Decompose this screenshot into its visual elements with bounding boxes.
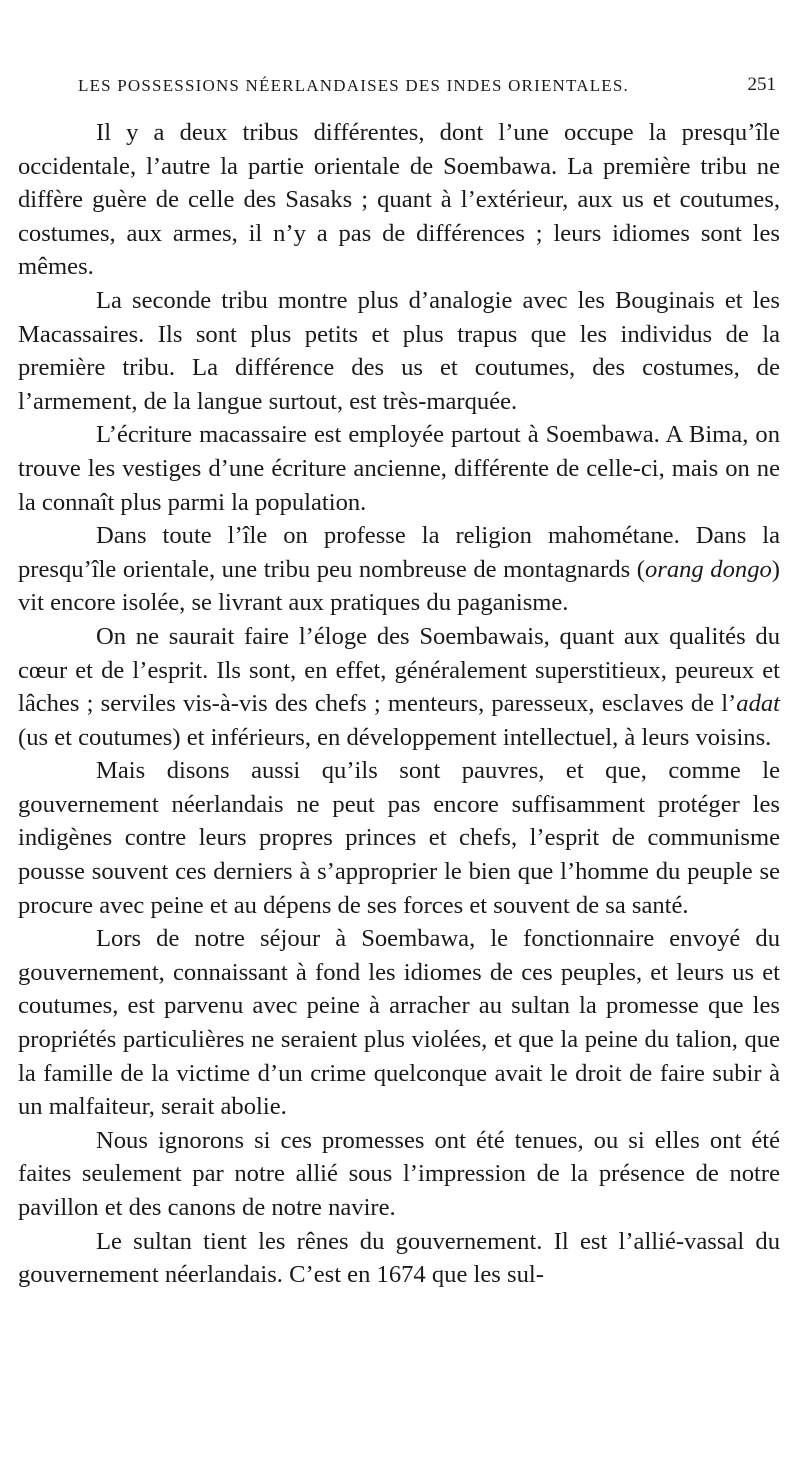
italic-term: orang dongo <box>644 555 772 583</box>
paragraph <box>18 1225 780 1292</box>
paragraph <box>18 1124 780 1225</box>
paragraph <box>18 754 780 922</box>
paragraph <box>18 116 780 284</box>
book-page <box>18 72 780 1292</box>
paragraph-text: ) vit encore isolée, se livrant aux pratiques du paganisme. <box>18 555 780 617</box>
paragraph-text: Il y a deux tribus différentes, dont l’une occupe la presqu’île occidentale, l’autre la partie orientale de Soembawa. La première tribu ne diffère guère de celle des Sasaks ; quant à l’extérieur, aux us et coutumes, costumes, aux armes, il n’y a pas de différences ; leurs idiomes sont les mêmes. <box>18 119 780 281</box>
paragraph-text: L’écriture macassaire est employée partout à Soembawa. A Bima, on trouve les vestiges d’une écriture ancienne, différente de celle-ci, mais on ne la connaît plus parmi la population. <box>18 421 780 516</box>
paragraph-text: Dans toute l’île on professe la religion mahométane. Dans la presqu’île orientale, une tribu peu nombreuse de montagnards ( <box>18 522 780 583</box>
paragraph-text: Mais disons aussi qu’ils sont pauvres, et que, comme le gouvernement néerlandais ne peut pas encore suffisamment protéger les indigènes contre leurs propres princes et chefs, l’esprit de communisme pousse souvent ces derniers à s’approprier le bien que l’homme du peuple se procure avec peine et au dépens de ses forces et souvent de sa santé. <box>18 757 780 919</box>
paragraph <box>18 519 780 620</box>
paragraph-text: On ne saurait faire l’éloge des Soembawais, quant aux qualités du cœur et de l’esprit. Ils sont, en effet, généralement superstitieux, peureux et lâches ; serviles vis-à-vis des chefs ; menteurs, paresseux, esclaves de l’ <box>18 622 780 718</box>
page-number: 251 <box>747 74 776 95</box>
running-header <box>18 72 780 102</box>
paragraph <box>18 620 780 754</box>
paragraph-text: Lors de notre séjour à Soembawa, le fonctionnaire envoyé du gouvernement, connaissant à fond les idiomes de ces peuples, et leurs us et coutumes, est parvenu avec peine à arracher au sultan la promesse que les propriétés particulières ne seraient plus violées, et que la peine du talion, que la famille de la victime d’un crime quelconque avait le droit de faire subir à un malfaiteur, serait abolie. <box>18 925 780 1121</box>
paragraph <box>18 922 780 1124</box>
running-title: LES POSSESSIONS NÉERLANDAISES DES INDES ORIENTALES. <box>78 76 629 95</box>
paragraph <box>18 284 780 418</box>
italic-term: adat <box>736 690 780 718</box>
body-text <box>18 116 780 1292</box>
paragraph-text: La seconde tribu montre plus d’analogie avec les Bouginais et les Macassaires. Ils sont plus petits et plus trapus que les individus de la première tribu. La différence des us et coutumes, des costumes, de l’armement, de la langue surtout, est très-marquée. <box>18 286 780 415</box>
paragraph-text: (us et coutumes) et inférieurs, en développement intellectuel, à leurs voisins. <box>18 723 772 751</box>
paragraph-text: Le sultan tient les rênes du gouvernement. Il est l’allié-vassal du gouvernement néerlandais. C’est en 1674 que les sul- <box>18 1227 780 1289</box>
paragraph <box>18 418 780 519</box>
paragraph-text: Nous ignorons si ces promesses ont été tenues, ou si elles ont été faites seulement par notre allié sous l’impression de la présence de notre pavillon et des canons de notre navire. <box>18 1126 780 1221</box>
